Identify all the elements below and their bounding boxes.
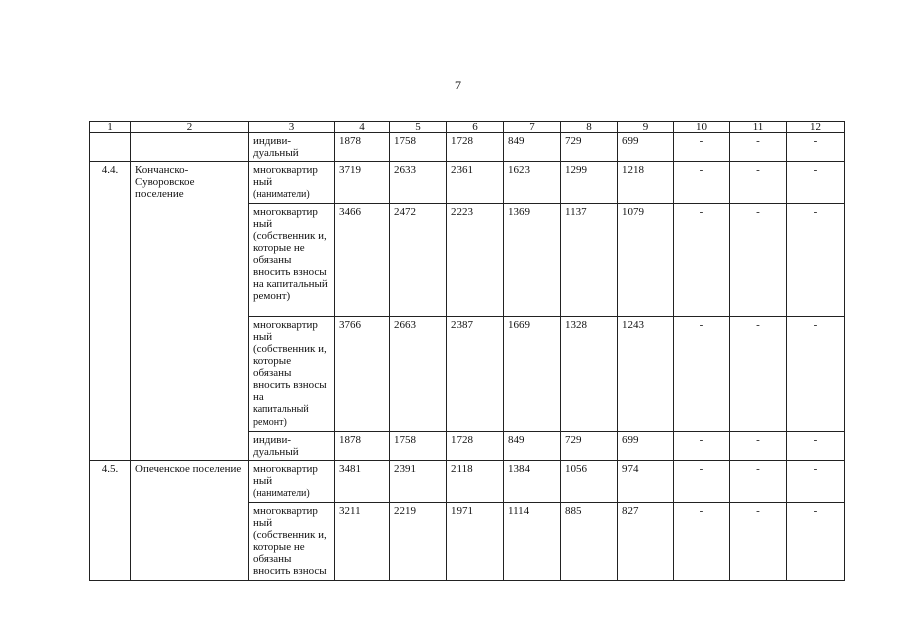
value-col10: -	[674, 317, 730, 432]
value-col11: -	[730, 317, 787, 432]
value-col10: -	[674, 162, 730, 204]
table-row	[90, 162, 845, 204]
column-header: 7	[504, 122, 561, 133]
value-col7: 1669	[504, 317, 561, 432]
value-col5: 2391	[390, 461, 447, 503]
value-col12: -	[787, 317, 845, 432]
settlement-code	[90, 133, 131, 162]
value-col4: 1878	[335, 133, 390, 162]
value-col7: 849	[504, 432, 561, 461]
settlement-name: Опеченское поселение	[131, 461, 249, 581]
page-number: 7	[455, 78, 461, 92]
value-col11: -	[730, 503, 787, 581]
value-col7: 1623	[504, 162, 561, 204]
value-col11: -	[730, 162, 787, 204]
value-col5: 1758	[390, 133, 447, 162]
housing-type-note: (наниматели)	[253, 189, 310, 200]
value-col4: 3211	[335, 503, 390, 581]
column-header: 2	[131, 122, 249, 133]
value-col9: 827	[618, 503, 674, 581]
value-col5: 2633	[390, 162, 447, 204]
value-col12: -	[787, 503, 845, 581]
column-header: 4	[335, 122, 390, 133]
value-col8: 729	[561, 432, 618, 461]
column-header: 9	[618, 122, 674, 133]
column-header: 12	[787, 122, 845, 133]
column-header: 8	[561, 122, 618, 133]
settlement-code: 4.4.	[90, 162, 131, 461]
value-col7: 1369	[504, 204, 561, 317]
value-col12: -	[787, 162, 845, 204]
housing-type-label: многоквартир ный	[253, 463, 318, 487]
housing-type: многоквартир ный (собственник и, которые не обязаны вносить взносы на капитальный ремонт)	[249, 204, 335, 317]
value-col6: 2118	[447, 461, 504, 503]
value-col10: -	[674, 204, 730, 317]
table-row	[90, 133, 845, 162]
value-col5: 2472	[390, 204, 447, 317]
value-col6: 1971	[447, 503, 504, 581]
value-col5: 2663	[390, 317, 447, 432]
value-col8: 729	[561, 133, 618, 162]
housing-type: индиви- дуальный	[249, 133, 335, 162]
value-col10: -	[674, 461, 730, 503]
value-col6: 1728	[447, 133, 504, 162]
value-col9: 974	[618, 461, 674, 503]
value-col5: 1758	[390, 432, 447, 461]
value-col10: -	[674, 133, 730, 162]
housing-type-note: капитальный ремонт)	[253, 404, 309, 428]
value-col4: 3719	[335, 162, 390, 204]
value-col6: 1728	[447, 432, 504, 461]
value-col7: 849	[504, 133, 561, 162]
value-col8: 1056	[561, 461, 618, 503]
value-col9: 699	[618, 432, 674, 461]
value-col12: -	[787, 432, 845, 461]
housing-type-label: многоквартир ный	[253, 164, 318, 188]
column-header: 6	[447, 122, 504, 133]
value-col11: -	[730, 432, 787, 461]
value-col11: -	[730, 133, 787, 162]
value-col12: -	[787, 204, 845, 317]
value-col4: 3481	[335, 461, 390, 503]
tariff-table	[89, 121, 845, 581]
value-col10: -	[674, 432, 730, 461]
housing-type-label: многоквартир ный (собственник и, которые обязаны вносить взносы на	[253, 319, 327, 403]
value-col7: 1114	[504, 503, 561, 581]
value-col10: -	[674, 503, 730, 581]
table-row	[90, 461, 845, 503]
value-col9: 699	[618, 133, 674, 162]
housing-type-note: (наниматели)	[253, 488, 310, 499]
column-header: 10	[674, 122, 730, 133]
housing-type	[249, 461, 335, 503]
value-col5: 2219	[390, 503, 447, 581]
value-col11: -	[730, 204, 787, 317]
value-col11: -	[730, 461, 787, 503]
value-col6: 2361	[447, 162, 504, 204]
header-row	[90, 122, 845, 133]
value-col8: 1328	[561, 317, 618, 432]
value-col4: 1878	[335, 432, 390, 461]
housing-type	[249, 317, 335, 432]
value-col8: 885	[561, 503, 618, 581]
settlement-name	[131, 133, 249, 162]
value-col8: 1299	[561, 162, 618, 204]
settlement-name: Кончанско-Суворовское поселение	[131, 162, 249, 461]
housing-type: многоквартир ный (собственник и, которые не обязаны вносить взносы	[249, 503, 335, 581]
column-header: 11	[730, 122, 787, 133]
value-col12: -	[787, 133, 845, 162]
value-col9: 1243	[618, 317, 674, 432]
housing-type: индиви- дуальный	[249, 432, 335, 461]
value-col9: 1079	[618, 204, 674, 317]
column-header: 3	[249, 122, 335, 133]
value-col12: -	[787, 461, 845, 503]
value-col8: 1137	[561, 204, 618, 317]
value-col7: 1384	[504, 461, 561, 503]
value-col4: 3466	[335, 204, 390, 317]
value-col6: 2223	[447, 204, 504, 317]
value-col9: 1218	[618, 162, 674, 204]
value-col6: 2387	[447, 317, 504, 432]
column-header: 5	[390, 122, 447, 133]
column-header: 1	[90, 122, 131, 133]
value-col4: 3766	[335, 317, 390, 432]
settlement-code: 4.5.	[90, 461, 131, 581]
housing-type	[249, 162, 335, 204]
